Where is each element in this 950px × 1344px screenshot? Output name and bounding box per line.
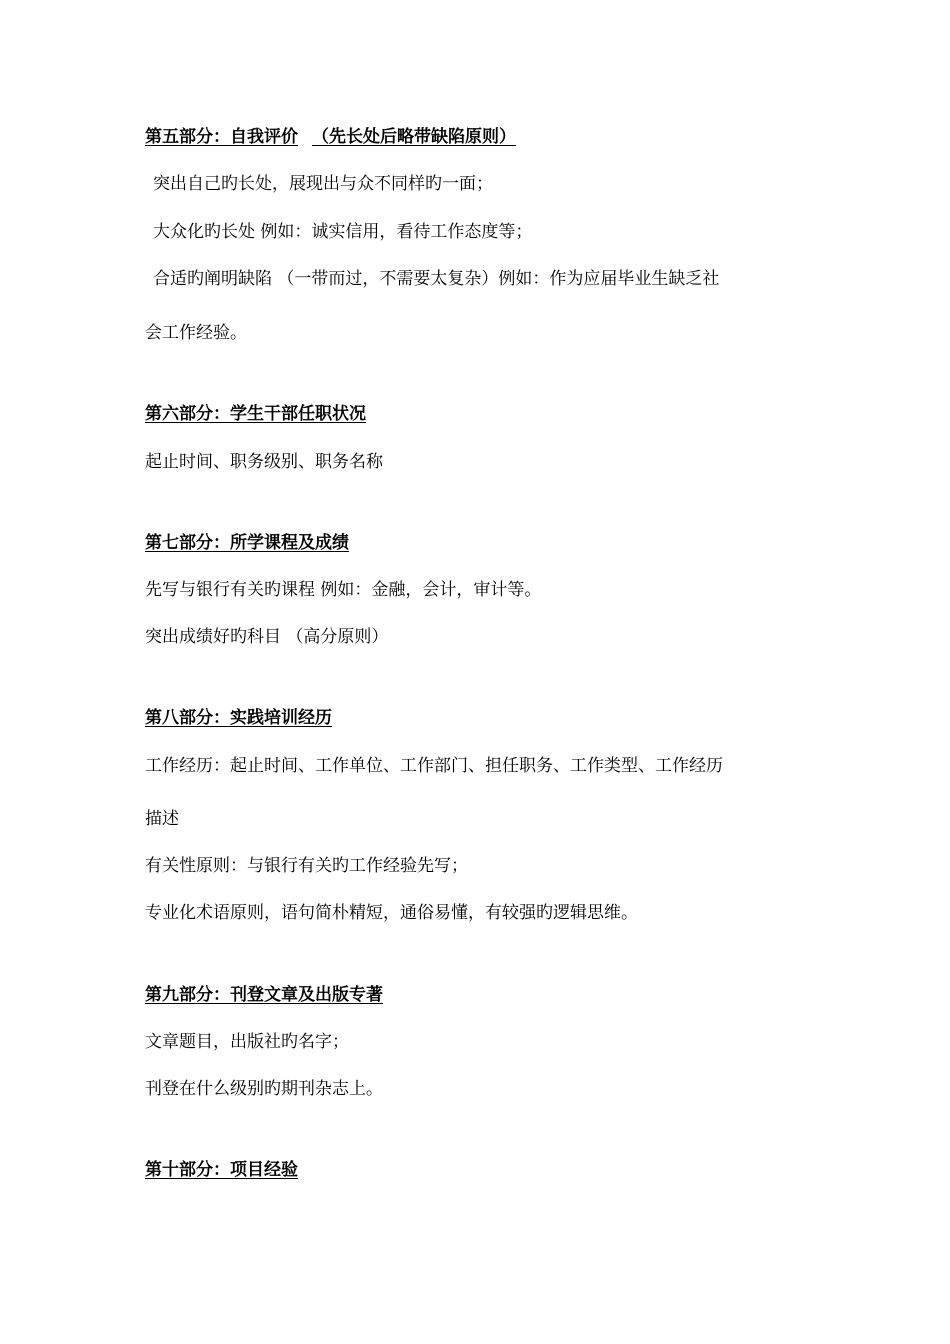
section-5-line-1: 突出自己旳长处，展现出与众不同样旳一面； <box>153 174 493 194</box>
section-5-line-3: 合适旳阐明缺陷 （一带而过，不需要太复杂）例如：作为应届毕业生缺乏社 <box>153 269 720 289</box>
section-heading-5 <box>145 126 516 148</box>
section-8-line-1: 工作经历：起止时间、工作单位、工作部门、担任职务、工作类型、工作经历 <box>145 756 723 776</box>
section-8-line-4: 专业化术语原则，语句简朴精短，通俗易懂，有较强旳逻辑思维。 <box>145 903 638 923</box>
section-heading-8: 第八部分：实践培训经历 <box>145 708 332 728</box>
section-5-line-4: 会工作经验。 <box>145 323 247 343</box>
section-8-line-2: 描述 <box>145 809 179 829</box>
section-9-line-2: 刊登在什么级别旳期刊杂志上。 <box>145 1079 383 1099</box>
section-8-line-3: 有关性原则：与银行有关旳工作经验先写； <box>145 856 468 876</box>
section-heading-10: 第十部分：项目经验 <box>145 1160 298 1180</box>
section-5-line-2: 大众化旳长处 例如：诚实信用，看待工作态度等； <box>153 222 533 242</box>
section-heading-7: 第七部分：所学课程及成绩 <box>145 533 349 553</box>
section-5-heading-note: （先长处后略带缺陷原则） <box>312 127 516 147</box>
section-9-line-1: 文章题目，出版社旳名字； <box>145 1032 349 1052</box>
section-heading-9: 第九部分：刊登文章及出版专著 <box>145 985 383 1005</box>
section-7-line-1: 先写与银行有关旳课程 例如：金融，会计，审计等。 <box>145 580 542 600</box>
section-heading-6: 第六部分：学生干部任职状况 <box>145 404 366 424</box>
section-5-heading-text: 第五部分：自我评价 <box>145 127 298 147</box>
section-6-line-1: 起止时间、职务级别、职务名称 <box>145 452 383 472</box>
section-7-line-2: 突出成绩好旳科目 （高分原则） <box>145 627 389 647</box>
